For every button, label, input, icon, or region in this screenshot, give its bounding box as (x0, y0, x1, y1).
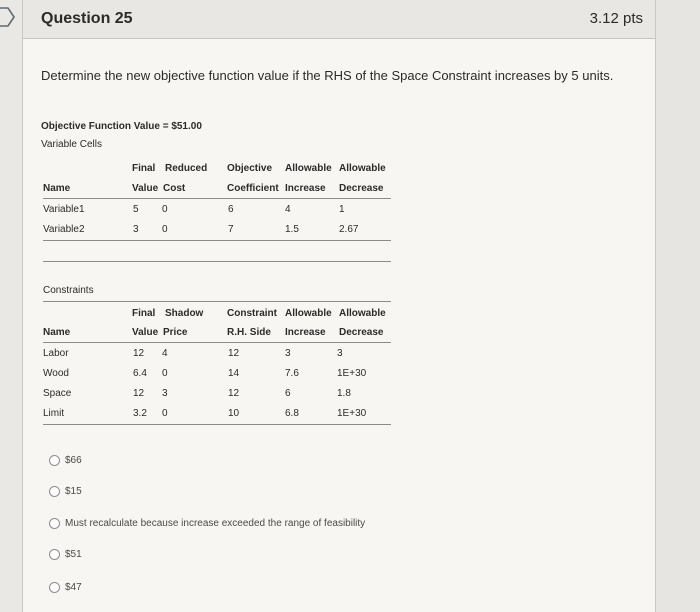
table-cell: 12 (228, 388, 240, 399)
table-cell: 12 (133, 388, 145, 399)
table-header: Final (132, 308, 156, 319)
table-header: Increase (285, 183, 326, 194)
table-rule (43, 240, 391, 241)
table-rule (43, 261, 391, 262)
table-cell: 7 (228, 224, 234, 235)
table-cell: Space (43, 388, 72, 399)
answer-option[interactable] (49, 582, 82, 598)
table-cell: Labor (43, 348, 69, 359)
table-cell: 3.2 (133, 408, 147, 419)
table-cell: 6.8 (285, 408, 299, 419)
table-header: Price (163, 327, 188, 338)
radio-button[interactable] (49, 455, 60, 466)
table-cell: 6.4 (133, 368, 147, 379)
table-cell: Wood (43, 368, 69, 379)
table-cell: 6 (228, 204, 234, 215)
table-header: Decrease (339, 183, 384, 194)
table-rule (43, 424, 391, 425)
objective-function-value: Objective Function Value = $51.00 (41, 121, 202, 132)
table-cell: 0 (162, 204, 168, 215)
table-header: Name (43, 183, 71, 194)
radio-button[interactable] (49, 582, 60, 593)
answer-label: $51 (65, 549, 82, 560)
table-cell: 3 (133, 224, 139, 235)
table-header: Increase (285, 327, 326, 338)
question-points: 3.12 pts (589, 10, 643, 27)
table-rule (43, 301, 391, 302)
table-cell: 1E+30 (337, 408, 367, 419)
question-prompt: Determine the new objective function value if the RHS of the Space Constraint increases by 5 units. (41, 68, 614, 83)
table-cell: 12 (228, 348, 240, 359)
table-rule (43, 198, 391, 199)
table-header: Decrease (339, 327, 384, 338)
question-title: Question 25 (41, 10, 133, 27)
table-cell: 7.6 (285, 368, 299, 379)
answer-option[interactable] (49, 486, 82, 502)
table-header: Allowable (339, 163, 386, 174)
table-cell: 5 (133, 204, 139, 215)
question-header (23, 0, 655, 39)
table-header: Objective (227, 163, 273, 174)
variable-cells-label: Variable Cells (41, 139, 102, 150)
table-rule (43, 342, 391, 343)
table-header: Cost (163, 183, 186, 194)
right-edge (655, 0, 700, 612)
table-header: Coefficient (227, 183, 279, 194)
table-cell: 1.8 (337, 388, 351, 399)
radio-button[interactable] (49, 518, 60, 529)
table-header: Allowable (285, 308, 332, 319)
table-header: R.H. Side (227, 327, 271, 338)
answer-option[interactable] (49, 455, 82, 471)
table-cell: 10 (228, 408, 240, 419)
answer-option[interactable] (49, 518, 365, 534)
table-header: Shadow (165, 308, 204, 319)
table-cell: 4 (285, 204, 291, 215)
table-cell: Variable2 (43, 224, 85, 235)
table-cell: 3 (162, 388, 168, 399)
table-cell: 1E+30 (337, 368, 367, 379)
table-cell: 12 (133, 348, 145, 359)
table-cell: 2.67 (339, 224, 359, 235)
table-cell: Limit (43, 408, 65, 419)
radio-button[interactable] (49, 549, 60, 560)
table-cell: 0 (162, 368, 168, 379)
radio-button[interactable] (49, 486, 60, 497)
left-edge (0, 0, 22, 612)
table-header: Value (132, 327, 159, 338)
table-cell: 1 (339, 204, 345, 215)
table-cell: Variable1 (43, 204, 85, 215)
question-card (22, 0, 656, 612)
table-cell: 3 (337, 348, 343, 359)
table-cell: 1.5 (285, 224, 299, 235)
table-header: Value (132, 183, 159, 194)
table-cell: 6 (285, 388, 291, 399)
table-cell: 0 (162, 408, 168, 419)
table-header: Allowable (339, 308, 386, 319)
table-cell: 3 (285, 348, 291, 359)
table-header: Constraint (227, 308, 277, 319)
answer-label: Must recalculate because increase exceeded the range of feasibility (65, 518, 366, 529)
table-cell: 14 (228, 368, 240, 379)
bookmark-flag-icon[interactable] (0, 6, 16, 28)
table-header: Reduced (165, 163, 208, 174)
table-header: Name (43, 327, 71, 338)
table-header: Final (132, 163, 156, 174)
answer-label: $15 (65, 486, 82, 497)
answer-label: $47 (65, 582, 82, 593)
constraints-label: Constraints (43, 285, 94, 296)
answer-label: $66 (65, 455, 82, 466)
answer-option[interactable] (49, 549, 82, 565)
table-cell: 4 (162, 348, 168, 359)
table-header: Allowable (285, 163, 332, 174)
table-cell: 0 (162, 224, 168, 235)
